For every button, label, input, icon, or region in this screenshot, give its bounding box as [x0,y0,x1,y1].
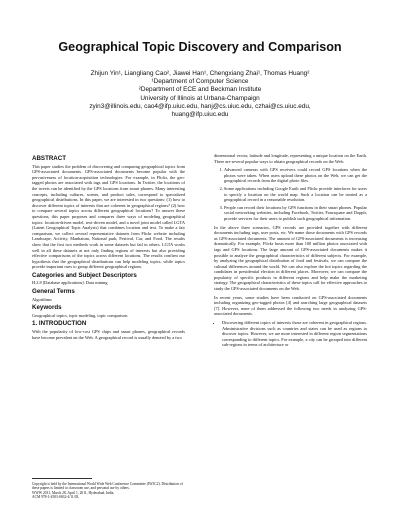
list-item: • Discovering different topics of interests those are coherent in geographical regions. Administrative divisions such as countries and states can be used as regions to discover topics. However, we are more interested in different region segmentations corresponding to different topics. For example, a city can be grouped into different sub-regions in terms of architecture or [222,320,367,348]
copyright-line-2: WWW 2011, March 28–April 1, 2011, Hyderabad, India. [32,490,115,495]
scenario-list [214,167,367,221]
author-block [0,70,400,119]
right-paragraph-3: In recent years, some studies have been conducted on GPS-associated documents including organizing geo-tagged photos [4] and searching large geographical datasets [7]. However, none of them addressed the following two needs in analyzing GPS-associated documents. [214,294,367,317]
affiliation-1: ¹Department of Computer Science [151,78,249,86]
abstract-text: This paper studies the problem of discovering and comparing geographical topics from GPS-associated documents. GPS-associated documents become popular with the pervasiveness of location-acquisition technologies. For example, in Flickr, the geo-tagged photos are associated with tags and GPS locations. In Twitter, the locations of the tweets can be identified by the GPS locations from smart phones. Many interesting concepts, including cultures, scenes, and product sales, correspond to specialized geographical distributions. In this paper, we are interested in two questions: (1) how to discover different topics of interests that are coherent in geographical regions? (2) how to compare several topics across different geographical locations? To answer these questions, this paper proposes and compares three ways of modeling geographical topics: location-driven model, text-driven model, and a novel joint model called LGTA (Latent Geographical Topic Analysis) that combines location and text. To make a fair comparison, we collect several representative datasets from Flickr website including Landscape, Activity, Manhattan, National park, Festival, Car, and Food. The results show that the first two methods work in some datasets but fail in others. LGTA works well in all these datasets at not only finding regions of interests but also providing effective comparisons of the topics across different locations. The results confirm our hypothesis that the geographical distributions can help modeling topics, while topics provide important cues to group different geographical regions. [32,163,185,270]
general-terms-text: Algorithms [32,296,52,302]
keywords-text: Geographical topics, topic modeling, topic comparison [32,312,128,318]
abstract-heading: ABSTRACT [32,155,67,162]
list-item: 1. Advanced cameras with GPS receivers could record GPS locations when the photos were taken. When users upload these photos on the Web, we can get the geographical records from the digital photo files. [224,167,367,184]
list-item: 3. People can record their locations by GPS functions in their smart phones. Popular social networking websites, including Facebook, Twitter, Foursquare and Dopplr, provide services for their users to publish such geographical information. [224,205,367,222]
author-names: Zhijun Yin¹, Liangliang Cao², Jiawei Han¹, Chengxiang Zhai¹, Thomas Huang² [90,70,310,77]
categories-heading: Categories and Subject Descriptors [32,271,137,279]
left-column [32,153,185,343]
intro-text: With the popularity of low-cost GPS chips and smart phones, geographical records have become prevalent on the Web. A geographical record is usually denoted by a two [32,329,185,340]
intro-heading: 1. INTRODUCTION [32,320,87,328]
list-item: 2. Some applications including Google Earth and Flickr provide interfaces for users to specify a location on the world map. Such a location can be treated as a geographical record in a reasonable resolution. [224,186,367,203]
emails-line-1: zyin3@illinois.edu, cao4@ifp.uiuc.edu, hanj@cs.uiuc.edu, czhai@cs.uiuc.edu, [89,102,311,110]
affiliation-2: ²Department of ECE and Beckman Institute [138,86,262,94]
general-terms-heading: General Terms [32,288,75,296]
footnote-rule [32,478,92,479]
right-paragraph-2: In the above three scenarios, GPS records are provided together with different documents including tags, user posts, etc. We name those documents with GPS records as GPS-associated documents. The amount of GPS-associated documents is increasing dramatically. For example, Flickr hosts more than 100 million photos associated with tags and GPS locations. The large amount of GPS-associated documents makes it possible to analyze the geographical characteristics of different subjects. For example, by analyzing the geographical distribution of food and festivals, we can compare the cultural differences around the world. We can also explore the hot topics regarding the candidates in presidential election in different places. Moreover, we can compare the popularity of specific products in different regions and help make the marketing strategy. The geographical characteristics of these topics call for effective approaches to study the GPS-associated documents on the Web. [214,224,367,292]
right-paragraph-1: dimensional vector, latitude and longitude, representing a unique location on the Earth. There are several popular ways to obtain geographical records on the Web: [214,153,367,164]
needs-list [214,320,367,348]
copyright-notice [32,482,185,499]
keywords-heading: Keywords [32,304,62,312]
copyright-line-1: Copyright is held by the International World Wide Web Conference Committee (IW3C2). Distribution of these papers is limited to classroom use, and personal use by others. [32,482,183,491]
affiliation-3: University of Illinois at Urbana-Champaign [140,94,260,102]
categories-text: H.2.8 [Database applications]: Data mining [32,280,108,286]
paper-title: Geographical Topic Discovery and Comparison [58,40,342,54]
right-column [214,153,367,348]
emails-line-2: huang@ifp.uiuc.edu [171,111,229,119]
copyright-line-3: ACM 978-1-4503-0632-4/11/03. [32,494,80,499]
